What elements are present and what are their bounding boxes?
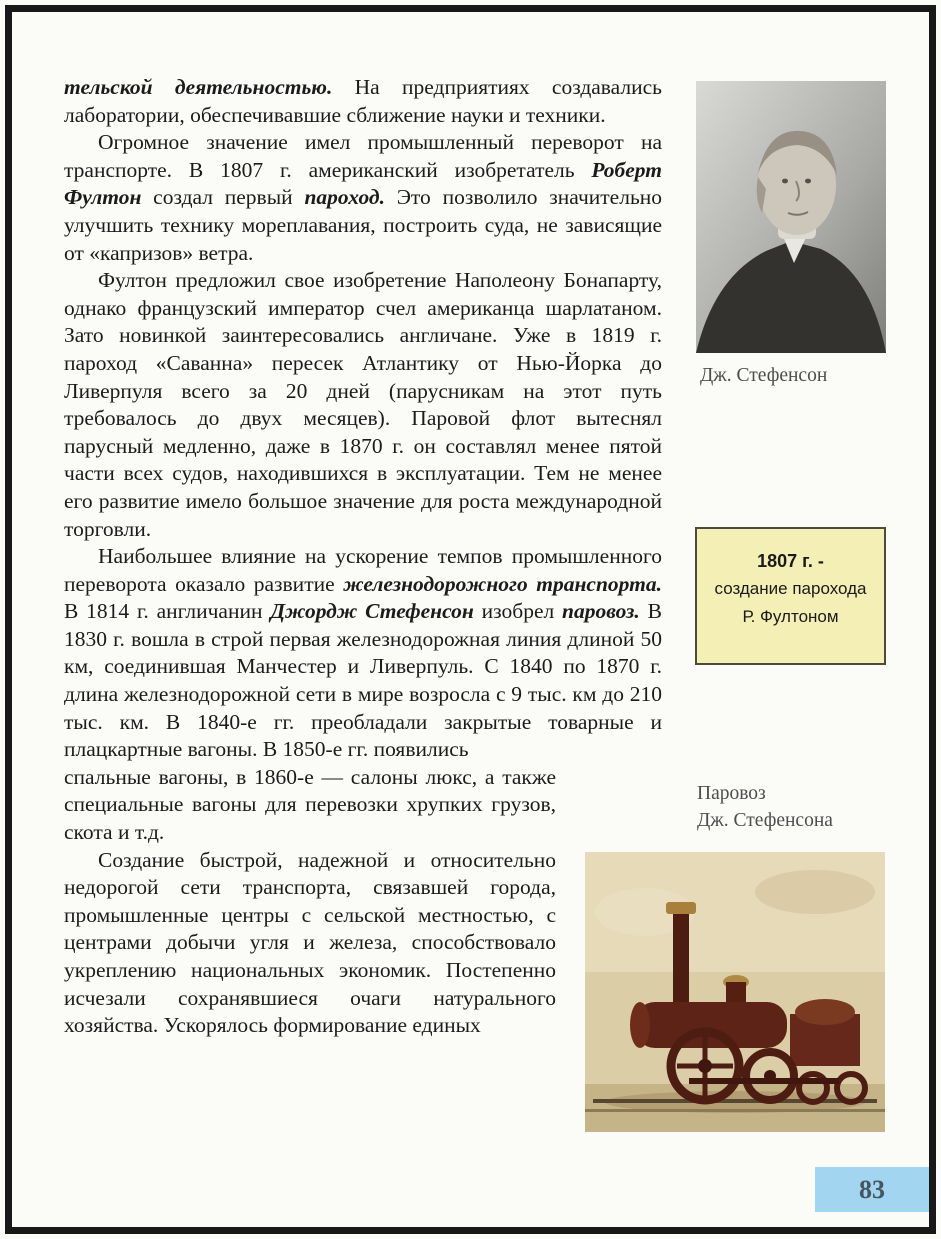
callout-date: 1807 г. - [757, 551, 824, 571]
text-run: Это позволило значительно улучшить технику мореплавания, построить суда, не зависящие от «капризов» ветра. [64, 185, 663, 265]
locomotive-illustration [585, 852, 885, 1132]
text-run: изобрел [473, 599, 563, 624]
body-text [64, 74, 662, 1040]
date-callout-box [695, 527, 886, 665]
emphasized-text: Джордж Стефенсон [270, 599, 474, 624]
locomotive-caption-line1: Паровоз [697, 783, 766, 804]
page-number: 83 [859, 1174, 885, 1204]
text-run: Создание быстрой, надежной и относительно недорогой сети транспорта, связавшей города, промышленные центры с сельской местностью, с центрами добычи угля и железа, способствовало укреплению национальных экономик. Постепенно исчезали сохранявшиеся очаги натурального хозяйства. Ускорялось формирование единых [64, 847, 556, 1038]
stephenson-portrait-photo [696, 81, 886, 353]
text-column-narrow [64, 764, 556, 1040]
text-run: В 1814 г. англичанин [64, 599, 271, 624]
locomotive-caption-line2: Дж. Стефенсона [697, 810, 833, 831]
emphasized-text: паровоз. [562, 599, 640, 624]
paragraph [64, 543, 662, 764]
text-run: На предприятиях создавались лаборатории, обеспечивавшие сближение науки и техники. [64, 75, 662, 127]
text-run: спальные вагоны, в 1860-е — салоны люкс, а также специальные вагоны для перевозки хрупких грузов, скота и т.д. [64, 764, 556, 845]
paragraph [64, 764, 556, 847]
page-number-badge [815, 1167, 929, 1212]
portrait-caption: Дж. Стефенсон [700, 365, 828, 386]
paragraph [64, 74, 662, 129]
locomotive-caption [697, 780, 833, 834]
emphasized-text: тельской деятельностью. [64, 75, 333, 99]
paragraph [64, 267, 662, 543]
emphasized-text: железнодорожного транспорта. [343, 571, 662, 596]
paragraph [64, 129, 662, 267]
emphasized-text: пароход. [304, 185, 385, 210]
text-run: Огромное значение имел промышленный переворот на транспорте. В 1807 г. американский изобретатель [64, 130, 662, 182]
callout-text-line1: создание парохода [714, 579, 867, 598]
callout-text-line2: Р. Фултоном [742, 607, 839, 626]
text-run: Наибольшее влияние на ускорение темпов промышленного переворота оказало развитие [64, 544, 662, 596]
emphasized-text: Роберт Фултон [64, 157, 662, 210]
portrait-illustration [696, 81, 886, 353]
text-run: Фултон предложил свое изобретение Наполеону Бонапарту, однако французский император счел американца шарлатаном. Зато новинкой заинтересовались англичане. Уже в 1819 г. пароход «Саванна» пересек Атлантику от Нью-Йорка до Ливерпуля всего за 20 дней (парусникам на этот путь требовалось до двух месяцев). Паровой флот вытеснял парусный медленно, даже в 1870 г. он составлял менее пятой части всех судов, находившихся в эксплуатации. Тем не менее его развитие имело большое значение для роста международной торговли. [64, 268, 662, 541]
paragraph [64, 847, 556, 1040]
text-run: В 1830 г. вошла в строй первая железнодорожная линия длиной 50 км, соединившая Манчестер и Ливерпуль. С 1840 по 1870 г. длина железнодорожной сети в мире возросла с 9 тыс. км до 210 тыс. км. В 1840-е гг. преобладали закрытые товарные и плацкартные вагоны. В 1850-е гг. появились [64, 599, 662, 762]
text-column-wide [64, 74, 662, 764]
text-run: создал первый [141, 185, 305, 210]
locomotive-image [585, 852, 885, 1132]
